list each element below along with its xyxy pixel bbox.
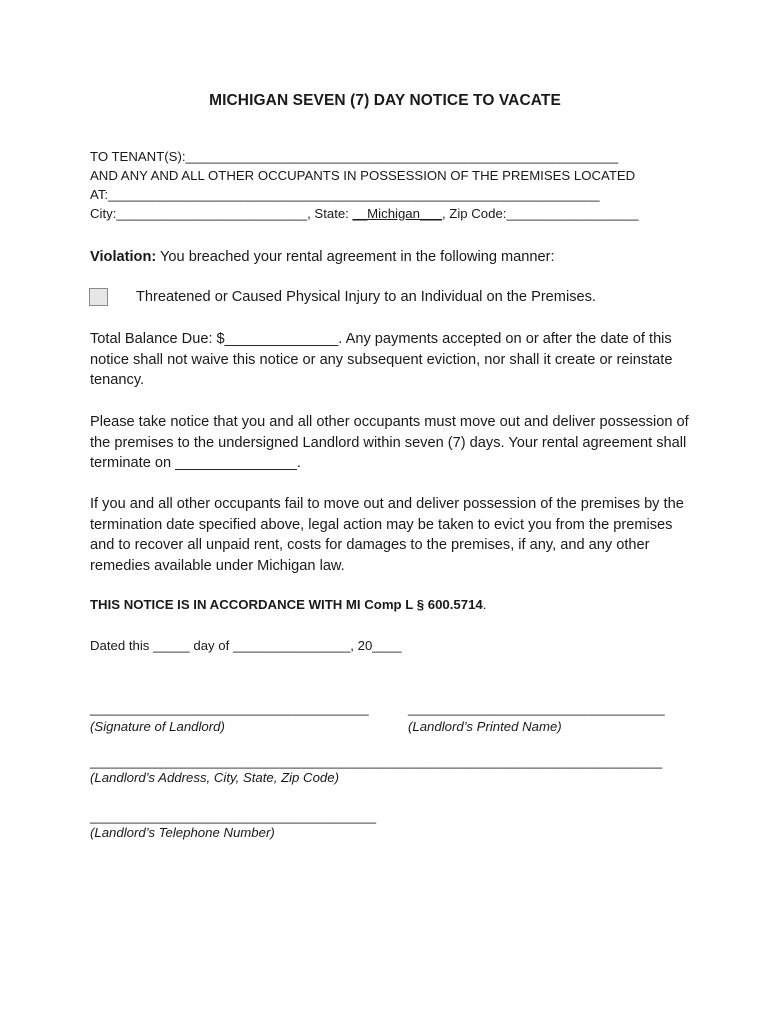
tenant-field[interactable]: TO TENANT(S):___________________________________________________________ (90, 149, 619, 164)
dated-field[interactable]: Dated this _____ day of ________________, 20____ (90, 638, 402, 653)
violation-label: Violation: (90, 249, 157, 265)
balance-paragraph: Total Balance Due: $______________. Any payments accepted on or after the date of this notice shall not waive this notice or any subsequent eviction, nor shall it create or reinstate tenancy. (90, 331, 673, 388)
state-field[interactable]: __Michigan___ (352, 206, 442, 221)
document-title: MICHIGAN SEVEN (7) DAY NOTICE TO VACATE (209, 92, 561, 109)
signature-caption: (Signature of Landlord) (90, 719, 225, 734)
telephone-caption: (Landlord’s Telephone Number) (90, 825, 275, 840)
accordance-period: . (482, 597, 487, 612)
printed-name-line[interactable]: ___________________________________ (408, 701, 665, 716)
notice-paragraph: Please take notice that you and all other occupants must move out and deliver possession of the premises to the undersigned Landlord within seven (7) days. Your rental agreement shall terminate on _______________. (90, 414, 689, 471)
landlord-signature-line[interactable]: ______________________________________ (90, 701, 369, 716)
landlord-address-line[interactable]: ______________________________________________________________________________ (90, 754, 663, 769)
zip-field[interactable]: , Zip Code:__________________ (441, 206, 639, 221)
printed-name-caption: (Landlord’s Printed Name) (408, 719, 562, 734)
violation-line (90, 249, 555, 265)
telephone-line[interactable]: _______________________________________ (90, 809, 377, 824)
city-state-zip-line[interactable] (90, 206, 639, 221)
injury-checkbox[interactable] (89, 288, 108, 306)
legal-action-paragraph: If you and all other occupants fail to move out and deliver possession of the premises by the termination date specified above, legal action may be taken to evict you from the premises and to recover all unpaid rent, costs for damages to the premises, if any, and any other remedies available under Michigan law. (90, 496, 684, 574)
city-field[interactable]: City:__________________________, State: (90, 206, 353, 221)
violation-text: You breached your rental agreement in the following manner: (156, 249, 555, 265)
accordance-statement (90, 597, 486, 612)
occupants-text: AND ANY AND ALL OTHER OCCUPANTS IN POSSESSION OF THE PREMISES LOCATED (90, 168, 636, 183)
injury-checkbox-label: Threatened or Caused Physical Injury to an Individual on the Premises. (136, 289, 596, 305)
address-caption: (Landlord’s Address, City, State, Zip Code) (90, 770, 339, 785)
premises-address-field[interactable]: AT:___________________________________________________________________ (90, 187, 600, 202)
accordance-bold-text: THIS NOTICE IS IN ACCORDANCE WITH MI Comp L § 600.5714 (90, 597, 483, 612)
